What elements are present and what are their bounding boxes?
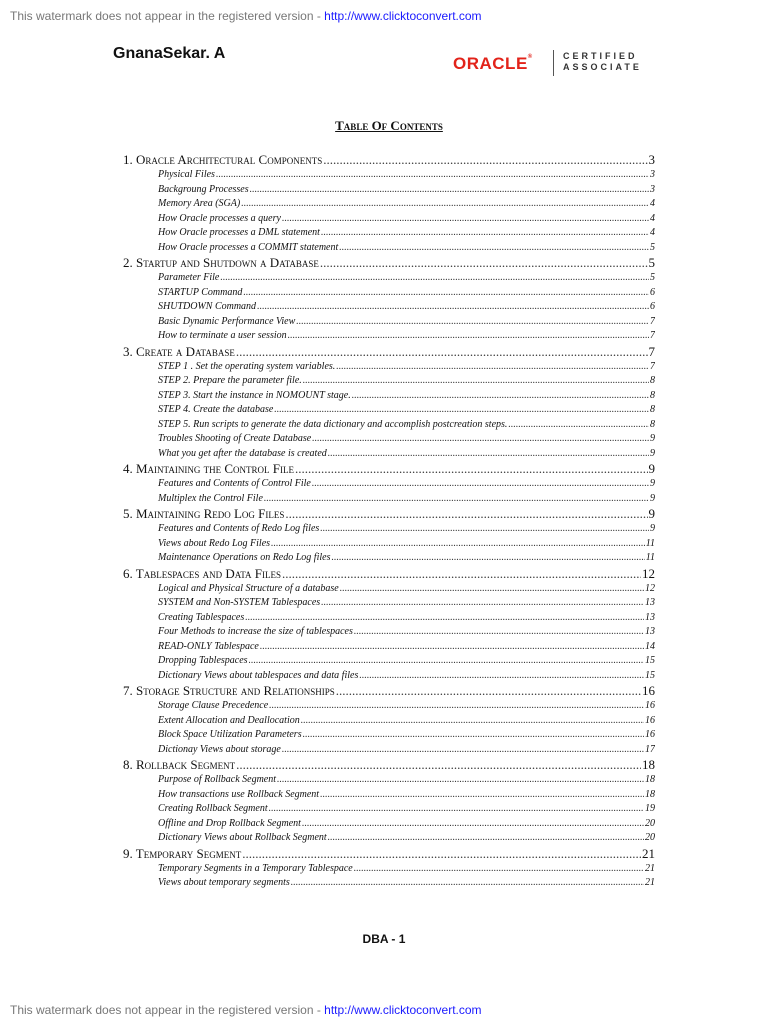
toc-leader-dots: [320, 788, 644, 803]
toc-leader-dots: [245, 611, 644, 626]
oracle-certified-logo: [453, 48, 649, 80]
toc-entry-page: 16: [645, 700, 655, 711]
toc-entry-label: STEP 5. Run scripts to generate the data dictionary and accomplish postcreation steps.: [158, 418, 508, 430]
toc-entry-page: 17: [645, 743, 655, 755]
toc-section-label: 8. Rollback Segment: [123, 757, 236, 772]
toc-title: Table Of Contents: [335, 118, 443, 133]
toc-entry[interactable]: [123, 862, 655, 877]
toc-entry[interactable]: [123, 743, 655, 758]
toc-entry-page: 11: [645, 552, 655, 563]
toc-entry-label: How Oracle processes a query: [158, 212, 281, 224]
toc-section-page: 3: [648, 152, 655, 167]
toc-entry-page: 6: [650, 286, 655, 298]
toc-entry-label: Block Space Utilization Parameters: [158, 729, 302, 740]
toc-entry-page: 4: [650, 227, 655, 238]
toc-section-page: 5: [648, 255, 655, 270]
toc-leader-dots: [321, 226, 649, 241]
toc-leader-dots: [250, 183, 649, 198]
toc-entry-label: SHUTDOWN Command: [158, 301, 257, 312]
toc-section-page: 16: [642, 683, 655, 698]
toc-entry[interactable]: [123, 640, 655, 655]
toc-entry-label: STARTUP Command: [158, 286, 243, 298]
toc-entry-page: 14: [645, 640, 655, 652]
toc-leader-dots: [336, 683, 641, 699]
toc-section-label: 4. Maintaining the Control File: [123, 461, 294, 476]
toc-entry-label: Purpose of Rollback Segment: [158, 774, 277, 785]
toc-leader-dots: [291, 876, 644, 891]
toc-entry-label: Parameter File: [158, 272, 220, 283]
toc-entry-label: Basic Dynamic Performance View: [158, 315, 296, 327]
toc-entry-label: Temporary Segments in a Temporary Tablespace: [158, 862, 353, 874]
toc-entry-label: Extent Allocation and Deallocation: [158, 714, 300, 726]
toc-section-page: 18: [642, 757, 655, 772]
toc-entry-page: 5: [650, 241, 655, 253]
toc-leader-dots: [321, 596, 644, 611]
toc-entry-page: 6: [650, 301, 655, 312]
toc-section[interactable]: [123, 757, 655, 773]
toc-leader-dots: [257, 300, 649, 315]
toc-leader-dots: [242, 846, 641, 862]
toc-section-label: 3. Create a Database: [123, 343, 235, 359]
toc-entry-label: STEP 1 . Set the operating system variables.: [158, 360, 336, 372]
toc-section-label: 7. Storage Structure and Relationships: [123, 683, 335, 698]
toc-entry-page: 9: [650, 492, 655, 504]
toc-entry-label: How Oracle processes a DML statement: [158, 227, 320, 238]
toc-entry-page: 9: [650, 523, 655, 534]
toc-leader-dots: [269, 802, 644, 817]
toc-entry-page: 15: [645, 655, 655, 666]
toc-entry[interactable]: [123, 241, 655, 256]
toc-entry-page: 13: [645, 611, 655, 623]
toc-entry-page: 3: [650, 183, 655, 195]
toc-leader-dots: [323, 152, 647, 168]
toc-entry-label: Multiplex the Control File: [158, 492, 263, 504]
toc-entry[interactable]: [123, 522, 655, 537]
toc-entry-label: Features and Contents of Redo Log files: [158, 523, 320, 534]
toc-entry[interactable]: [123, 654, 655, 669]
toc-entry[interactable]: [123, 788, 655, 803]
toc-leader-dots: [340, 582, 644, 597]
toc-leader-dots: [241, 197, 649, 212]
toc-entry-page: 9: [650, 478, 655, 489]
watermark-link[interactable]: http://www.clicktoconvert.com: [324, 1003, 482, 1017]
toc-leader-dots: [359, 669, 644, 684]
toc-entry-page: 7: [650, 315, 655, 327]
toc-entry-page: 7: [650, 360, 655, 372]
toc-section[interactable]: [123, 683, 655, 699]
toc-leader-dots: [331, 551, 644, 566]
toc-section-page: 7: [648, 343, 655, 359]
toc-leader-dots: [243, 286, 649, 301]
toc-entry-page: 13: [645, 597, 655, 608]
toc-entry[interactable]: [123, 374, 655, 389]
toc-section-label: 1. Oracle Architectural Components: [123, 152, 323, 167]
toc-entry-label: What you get after the database is created: [158, 447, 327, 459]
toc-entry-label: How to terminate a user session: [158, 330, 287, 341]
page-footer: DBA - 1: [362, 932, 406, 946]
toc-entry[interactable]: [123, 447, 655, 462]
toc-leader-dots: [282, 743, 644, 758]
toc-leader-dots: [260, 640, 644, 655]
toc-entry-page: 21: [645, 877, 655, 888]
toc-entry-page: 12: [645, 582, 655, 594]
toc-leader-dots: [277, 773, 644, 788]
toc-entry[interactable]: [123, 226, 655, 241]
toc-entry-page: 21: [645, 862, 655, 874]
toc-entry-page: 9: [650, 447, 655, 459]
toc-section-page: 9: [648, 461, 655, 476]
toc-section-page: 12: [642, 565, 655, 581]
toc-entry[interactable]: [123, 831, 655, 846]
toc-leader-dots: [216, 168, 649, 183]
toc-entry-label: Maintenance Operations on Redo Log files: [158, 552, 331, 563]
toc-leader-dots: [354, 625, 644, 640]
toc-entry-label: STEP 3. Start the instance in NOMOUNT stage.: [158, 389, 351, 401]
toc-entry-page: 8: [650, 404, 655, 415]
toc-leader-dots: [303, 728, 644, 743]
toc-section-page: 21: [642, 845, 655, 861]
toc-entry[interactable]: [123, 286, 655, 301]
toc-entry-label: Dictionay Views about storage: [158, 743, 281, 755]
toc-entry-page: 18: [645, 774, 655, 785]
toc-entry-page: 11: [645, 537, 655, 549]
toc-leader-dots: [285, 506, 647, 522]
watermark-top: [10, 9, 482, 23]
toc-entry-page: 20: [645, 832, 655, 843]
toc-entry[interactable]: [123, 611, 655, 626]
toc-section[interactable]: [123, 152, 655, 168]
table-of-contents: [123, 152, 655, 891]
toc-entry-page: 9: [650, 433, 655, 444]
logo-divider: [553, 50, 554, 76]
toc-section-label: 5. Maintaining Redo Log Files: [123, 506, 285, 521]
toc-entry-label: Views about Redo Log Files: [158, 537, 271, 549]
toc-entry-label: Storage Clause Precedence: [158, 700, 269, 711]
toc-leader-dots: [328, 447, 649, 462]
toc-entry-page: 19: [645, 803, 655, 814]
toc-entry[interactable]: [123, 625, 655, 640]
toc-entry-label: Creating Rollback Segment: [158, 803, 268, 814]
watermark-bottom: [10, 1003, 482, 1017]
toc-entry[interactable]: [123, 477, 655, 492]
toc-leader-dots: [352, 389, 649, 404]
toc-section-label: 6. Tablespaces and Data Files: [123, 565, 282, 581]
toc-entry-page: 8: [650, 375, 655, 386]
toc-entry[interactable]: [123, 876, 655, 891]
toc-entry[interactable]: [123, 551, 655, 566]
toc-entry-label: Offline and Drop Rollback Segment: [158, 817, 301, 829]
toc-section-label: 9. Temporary Segment: [123, 845, 242, 861]
toc-leader-dots: [274, 403, 649, 418]
toc-entry[interactable]: [123, 183, 655, 198]
watermark-text: This watermark does not appear in the registered version -: [10, 9, 325, 23]
toc-leader-dots: [295, 461, 648, 477]
toc-entry-page: 8: [650, 418, 655, 430]
toc-section[interactable]: [123, 344, 655, 360]
toc-entry-label: Dictionary Views about tablespaces and data files: [158, 669, 359, 681]
toc-entry[interactable]: [123, 168, 655, 183]
toc-entry-page: 15: [645, 669, 655, 681]
toc-leader-dots: [264, 492, 649, 507]
toc-leader-dots: [320, 255, 648, 271]
toc-leader-dots: [249, 654, 644, 669]
toc-section-page: 9: [648, 506, 655, 521]
toc-leader-dots: [271, 537, 645, 552]
toc-entry-page: 4: [650, 212, 655, 224]
toc-entry-label: Features and Contents of Control File: [158, 478, 311, 489]
toc-entry-label: Backgroung Processes: [158, 183, 249, 195]
toc-leader-dots: [296, 315, 649, 330]
toc-leader-dots: [328, 831, 644, 846]
certified-associate-text: CERTIFIED ASSOCIATE: [563, 51, 642, 72]
toc-leader-dots: [339, 241, 649, 256]
toc-leader-dots: [282, 212, 649, 227]
toc-entry[interactable]: [123, 360, 655, 375]
toc-entry-label: Dropping Tablespaces: [158, 655, 248, 666]
toc-entry[interactable]: [123, 403, 655, 418]
toc-leader-dots: [236, 757, 641, 773]
toc-leader-dots: [336, 360, 649, 375]
toc-section-label: 2. Startup and Shutdown a Database: [123, 255, 319, 270]
toc-entry[interactable]: [123, 418, 655, 433]
toc-leader-dots: [282, 566, 641, 582]
toc-entry-label: How transactions use Rollback Segment: [158, 788, 320, 800]
toc-entry[interactable]: [123, 271, 655, 286]
toc-section[interactable]: [123, 461, 655, 477]
watermark-text: This watermark does not appear in the registered version -: [10, 1003, 325, 1017]
toc-leader-dots: [302, 817, 644, 832]
toc-entry[interactable]: [123, 315, 655, 330]
toc-entry-label: Physical Files: [158, 169, 215, 180]
toc-leader-dots: [288, 329, 649, 344]
toc-entry[interactable]: [123, 728, 655, 743]
toc-entry[interactable]: [123, 817, 655, 832]
toc-entry-page: 5: [650, 272, 655, 283]
toc-entry-label: STEP 4. Create the database: [158, 404, 274, 415]
toc-entry-page: 3: [650, 169, 655, 180]
toc-entry[interactable]: [123, 212, 655, 227]
toc-entry-page: 8: [650, 389, 655, 401]
toc-entry[interactable]: [123, 389, 655, 404]
toc-entry-page: 18: [645, 788, 655, 800]
toc-entry-page: 7: [650, 330, 655, 341]
toc-entry[interactable]: [123, 537, 655, 552]
toc-entry[interactable]: [123, 492, 655, 507]
toc-entry[interactable]: [123, 300, 655, 315]
toc-leader-dots: [220, 271, 649, 286]
toc-entry-page: 16: [645, 714, 655, 726]
watermark-link[interactable]: http://www.clicktoconvert.com: [324, 9, 482, 23]
toc-entry[interactable]: [123, 714, 655, 729]
toc-entry-label: Memory Area (SGA): [158, 198, 241, 209]
toc-section[interactable]: [123, 506, 655, 522]
toc-leader-dots: [236, 344, 648, 360]
toc-leader-dots: [301, 714, 644, 729]
toc-entry[interactable]: [123, 773, 655, 788]
toc-entry[interactable]: [123, 802, 655, 817]
toc-leader-dots: [312, 432, 649, 447]
toc-entry-page: 13: [645, 626, 655, 637]
toc-entry-label: Creating Tablespaces: [158, 611, 245, 623]
toc-entry[interactable]: [123, 329, 655, 344]
toc-section[interactable]: [123, 255, 655, 271]
toc-leader-dots: [354, 862, 644, 877]
toc-section[interactable]: [123, 846, 655, 862]
toc-entry-label: Logical and Physical Structure of a database: [158, 582, 339, 594]
toc-leader-dots: [303, 374, 649, 389]
toc-entry-page: 20: [645, 817, 655, 829]
oracle-wordmark: ORACLE®: [453, 54, 533, 73]
toc-leader-dots: [312, 477, 649, 492]
toc-entry[interactable]: [123, 197, 655, 212]
toc-section[interactable]: [123, 566, 655, 582]
author-name: GnanaSekar. A: [113, 45, 226, 62]
toc-leader-dots: [269, 699, 644, 714]
toc-entry[interactable]: [123, 669, 655, 684]
toc-entry-label: READ-ONLY Tablespace: [158, 640, 259, 652]
toc-entry[interactable]: [123, 432, 655, 447]
toc-entry[interactable]: [123, 596, 655, 611]
toc-leader-dots: [320, 522, 649, 537]
toc-entry-page: 4: [650, 198, 655, 209]
toc-entry-label: Dictionary Views about Rollback Segment: [158, 832, 327, 843]
toc-entry-label: Four Methods to increase the size of tablespaces: [158, 626, 353, 637]
toc-leader-dots: [508, 418, 649, 433]
toc-entry-label: SYSTEM and Non-SYSTEM Tablespaces: [158, 597, 321, 608]
toc-entry-label: Views about temporary segments: [158, 877, 290, 888]
toc-entry-label: How Oracle processes a COMMIT statement: [158, 241, 339, 253]
toc-entry[interactable]: [123, 699, 655, 714]
toc-entry[interactable]: [123, 582, 655, 597]
toc-entry-page: 16: [645, 729, 655, 740]
toc-entry-label: STEP 2. Prepare the parameter file.: [158, 375, 302, 386]
toc-entry-label: Troubles Shooting of Create Database: [158, 433, 312, 444]
